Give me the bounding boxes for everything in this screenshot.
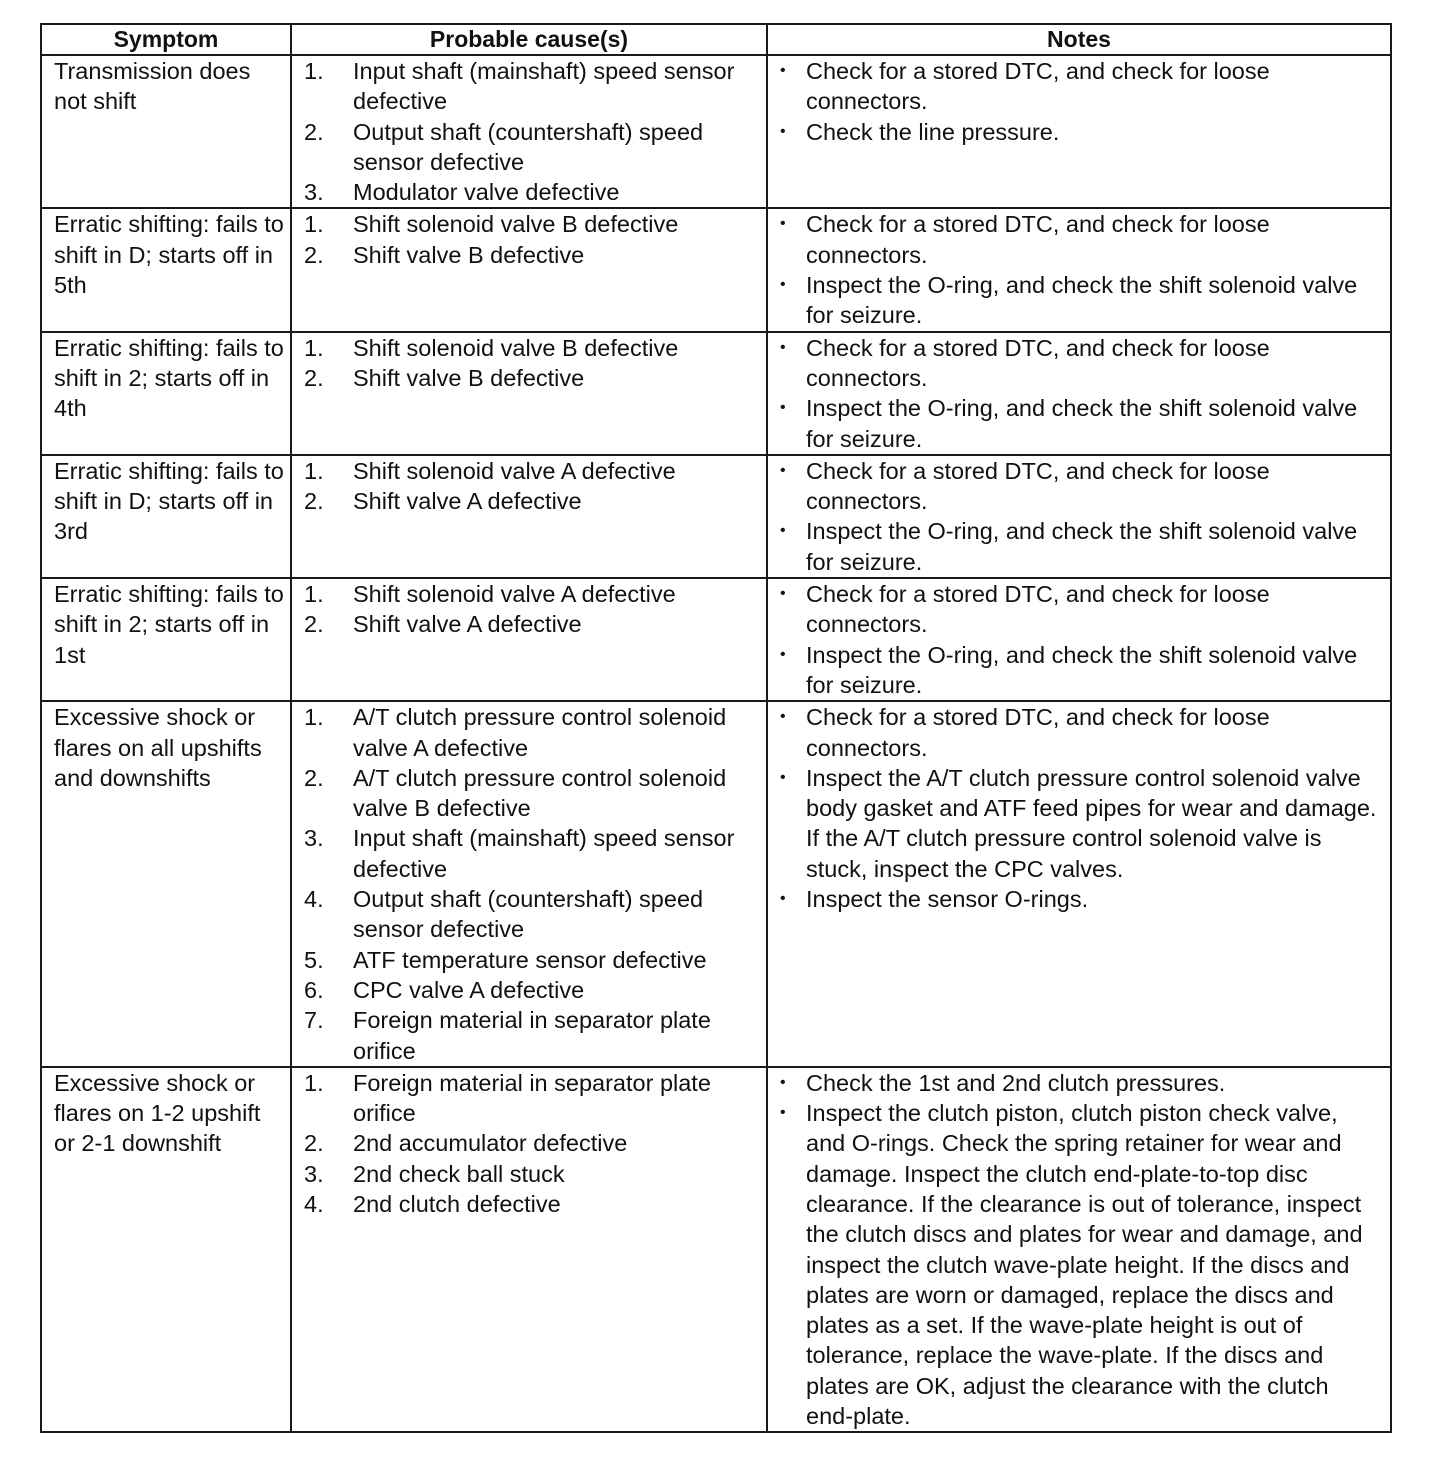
bullet-icon: • [780, 708, 786, 726]
note-text: Inspect the A/T clutch pressure control solenoid valve body gasket and ATF feed pipes for wear and damage. If the A/T clutch pressure control solenoid valve is stuck, inspect the CPC valves. [806, 764, 1377, 882]
cause-item [304, 1068, 760, 1129]
bullet-icon: • [780, 276, 786, 294]
bullet-icon: • [780, 768, 786, 786]
cause-text: Shift valve A defective [353, 611, 582, 638]
notes-cell [767, 578, 1391, 701]
bullet-icon: • [780, 399, 786, 417]
bullet-icon: • [780, 1073, 786, 1091]
cause-item [304, 1189, 760, 1219]
cause-item [304, 579, 760, 609]
note-text: Check for a stored DTC, and check for loose connectors. [806, 704, 1270, 761]
cause-number: 4. [304, 1190, 324, 1217]
cause-number: 2. [304, 364, 324, 391]
symptom-cell: Erratic shifting: fails to shift in D; starts off in 5th [41, 208, 291, 331]
cause-text: Output shaft (countershaft) speed sensor defective [353, 118, 704, 175]
cause-text: Input shaft (mainshaft) speed sensor defective [353, 58, 735, 115]
symptom-cell: Erratic shifting: fails to shift in 2; starts off in 1st [41, 578, 291, 701]
bullet-icon: • [780, 338, 786, 356]
cause-number: 3. [304, 1160, 324, 1187]
cause-item [304, 117, 760, 178]
cause-item [304, 763, 760, 824]
causes-cell [291, 578, 767, 701]
cause-text: 2nd check ball stuck [353, 1160, 565, 1187]
cause-item [304, 823, 760, 884]
note-text: Check the 1st and 2nd clutch pressures. [806, 1069, 1226, 1096]
table-row [41, 578, 1391, 701]
cause-number: 1. [304, 457, 324, 484]
cause-item [304, 1128, 760, 1158]
notes-cell [767, 701, 1391, 1067]
cause-number: 2. [304, 241, 324, 268]
cause-number: 2. [304, 118, 324, 145]
note-item [780, 640, 1382, 701]
cause-item [304, 209, 760, 239]
cause-number: 1. [304, 58, 324, 84]
header-row [41, 24, 1391, 55]
cause-number: 6. [304, 976, 324, 1003]
causes-cell [291, 701, 767, 1067]
cause-item [304, 240, 760, 270]
table-row [41, 208, 1391, 331]
cause-text: CPC valve A defective [353, 976, 585, 1003]
cause-text: 2nd accumulator defective [353, 1130, 628, 1157]
cause-item [304, 1159, 760, 1189]
cause-number: 5. [304, 946, 324, 973]
symptom-cell: Erratic shifting: fails to shift in D; starts off in 3rd [41, 455, 291, 578]
cause-number: 3. [304, 825, 324, 852]
note-item [780, 579, 1382, 640]
cause-text: Input shaft (mainshaft) speed sensor defective [353, 825, 735, 882]
cause-number: 3. [304, 179, 324, 206]
causes-cell [291, 332, 767, 455]
symptom-cell: Excessive shock or flares on all upshifts and downshifts [41, 701, 291, 1067]
cause-item [304, 884, 760, 945]
causes-cell [291, 455, 767, 578]
bullet-icon: • [780, 585, 786, 603]
causes-cell [291, 55, 767, 208]
cause-item [304, 609, 760, 639]
symptom-cell: Excessive shock or flares on 1-2 upshift or 2-1 downshift [41, 1067, 291, 1433]
notes-cell [767, 1067, 1391, 1433]
troubleshooting-table [40, 23, 1392, 1433]
note-text: Inspect the O-ring, and check the shift solenoid valve for seizure. [806, 272, 1358, 329]
notes-cell [767, 208, 1391, 331]
cause-number: 2. [304, 764, 324, 791]
cause-item [304, 1005, 760, 1066]
table-row [41, 332, 1391, 455]
cause-item [304, 945, 760, 975]
note-text: Check for a stored DTC, and check for loose connectors. [806, 58, 1270, 115]
bullet-icon: • [780, 645, 786, 663]
bullet-icon: • [780, 215, 786, 233]
symptom-header: Symptom [41, 24, 291, 55]
note-item [780, 516, 1382, 577]
cause-item [304, 456, 760, 486]
cause-text: 2nd clutch defective [353, 1190, 561, 1217]
cause-number: 1. [304, 581, 324, 608]
note-text: Inspect the clutch piston, clutch piston check valve, and O-rings. Check the spring retainer for wear and damage. Inspect the clutch end-plate-to-top disc clearance. If the clearance is out of tolerance, inspect the clutch discs and plates for wear and damage, and inspect the clutch wave-plate height. If the discs and plates are worn or damaged, replace the discs and plates as a set. If the wave-plate height is out of tolerance, replace the wave-plate. If the discs and plates are OK, adjust the clearance with the clutch end-plate. [806, 1100, 1363, 1430]
note-text: Inspect the O-ring, and check the shift solenoid valve for seizure. [806, 641, 1358, 698]
note-item [780, 1068, 1382, 1098]
cause-item [304, 702, 760, 763]
cause-number: 4. [304, 886, 324, 913]
table-row [41, 55, 1391, 208]
bullet-icon: • [780, 122, 786, 140]
note-item [780, 209, 1382, 270]
symptom-cell: Transmission does not shift [41, 55, 291, 208]
cause-text: Modulator valve defective [353, 179, 620, 206]
note-item [780, 884, 1382, 914]
note-text: Inspect the O-ring, and check the shift solenoid valve for seizure. [806, 518, 1358, 575]
note-text: Inspect the O-ring, and check the shift solenoid valve for seizure. [806, 395, 1358, 452]
causes-cell [291, 208, 767, 331]
notes-header: Notes [767, 24, 1391, 55]
bullet-icon: • [780, 1104, 786, 1122]
note-item [780, 393, 1382, 454]
cause-item [304, 975, 760, 1005]
cause-text: Foreign material in separator plate orifice [353, 1007, 711, 1064]
cause-number: 1. [304, 211, 324, 238]
cause-item [304, 486, 760, 516]
causes-cell [291, 1067, 767, 1433]
table-row [41, 701, 1391, 1067]
note-item [780, 56, 1382, 117]
cause-number: 2. [304, 611, 324, 638]
table-row [41, 1067, 1391, 1433]
note-item [780, 117, 1382, 147]
note-text: Check for a stored DTC, and check for loose connectors. [806, 581, 1270, 638]
cause-text: A/T clutch pressure control solenoid valve B defective [353, 764, 727, 822]
cause-item [304, 177, 760, 207]
note-text: Check for a stored DTC, and check for loose connectors. [806, 457, 1270, 515]
cause-text: Output shaft (countershaft) speed sensor defective [353, 886, 704, 943]
cause-number: 2. [304, 1130, 324, 1157]
cause-text: Foreign material in separator plate orifice [353, 1069, 711, 1127]
cause-number: 1. [304, 334, 324, 361]
cause-text: Shift solenoid valve A defective [353, 581, 676, 608]
bullet-icon: • [780, 461, 786, 479]
symptom-cell: Erratic shifting: fails to shift in 2; starts off in 4th [41, 332, 291, 455]
cause-text: A/T clutch pressure control solenoid valve A defective [353, 704, 727, 761]
note-text: Check for a stored DTC, and check for loose connectors. [806, 211, 1270, 268]
cause-number: 1. [304, 1069, 324, 1096]
bullet-icon: • [780, 62, 786, 79]
cause-item [304, 56, 760, 117]
note-item [780, 333, 1382, 394]
note-item [780, 702, 1382, 763]
cause-text: Shift solenoid valve B defective [353, 334, 679, 361]
cause-text: Shift valve B defective [353, 241, 585, 268]
bullet-icon: • [780, 890, 786, 908]
notes-cell [767, 332, 1391, 455]
notes-cell [767, 455, 1391, 578]
cause-number: 2. [304, 488, 324, 515]
note-text: Check the line pressure. [806, 118, 1060, 145]
note-text: Check for a stored DTC, and check for loose connectors. [806, 334, 1270, 391]
note-text: Inspect the sensor O-rings. [806, 886, 1089, 913]
note-item [780, 456, 1382, 517]
notes-cell [767, 55, 1391, 208]
cause-text: Shift valve A defective [353, 488, 582, 515]
cause-item [304, 333, 760, 363]
note-item [780, 270, 1382, 331]
cause-item [304, 363, 760, 393]
cause-number: 7. [304, 1007, 324, 1034]
cause-text: Shift solenoid valve B defective [353, 211, 679, 238]
cause-text: Shift solenoid valve A defective [353, 457, 676, 484]
cause-text: ATF temperature sensor defective [353, 946, 707, 973]
cause-text: Shift valve B defective [353, 364, 585, 391]
causes-header: Probable cause(s) [291, 24, 767, 55]
note-item [780, 1098, 1382, 1431]
note-item [780, 763, 1382, 884]
table-row [41, 455, 1391, 578]
cause-number: 1. [304, 704, 324, 731]
bullet-icon: • [780, 522, 786, 540]
